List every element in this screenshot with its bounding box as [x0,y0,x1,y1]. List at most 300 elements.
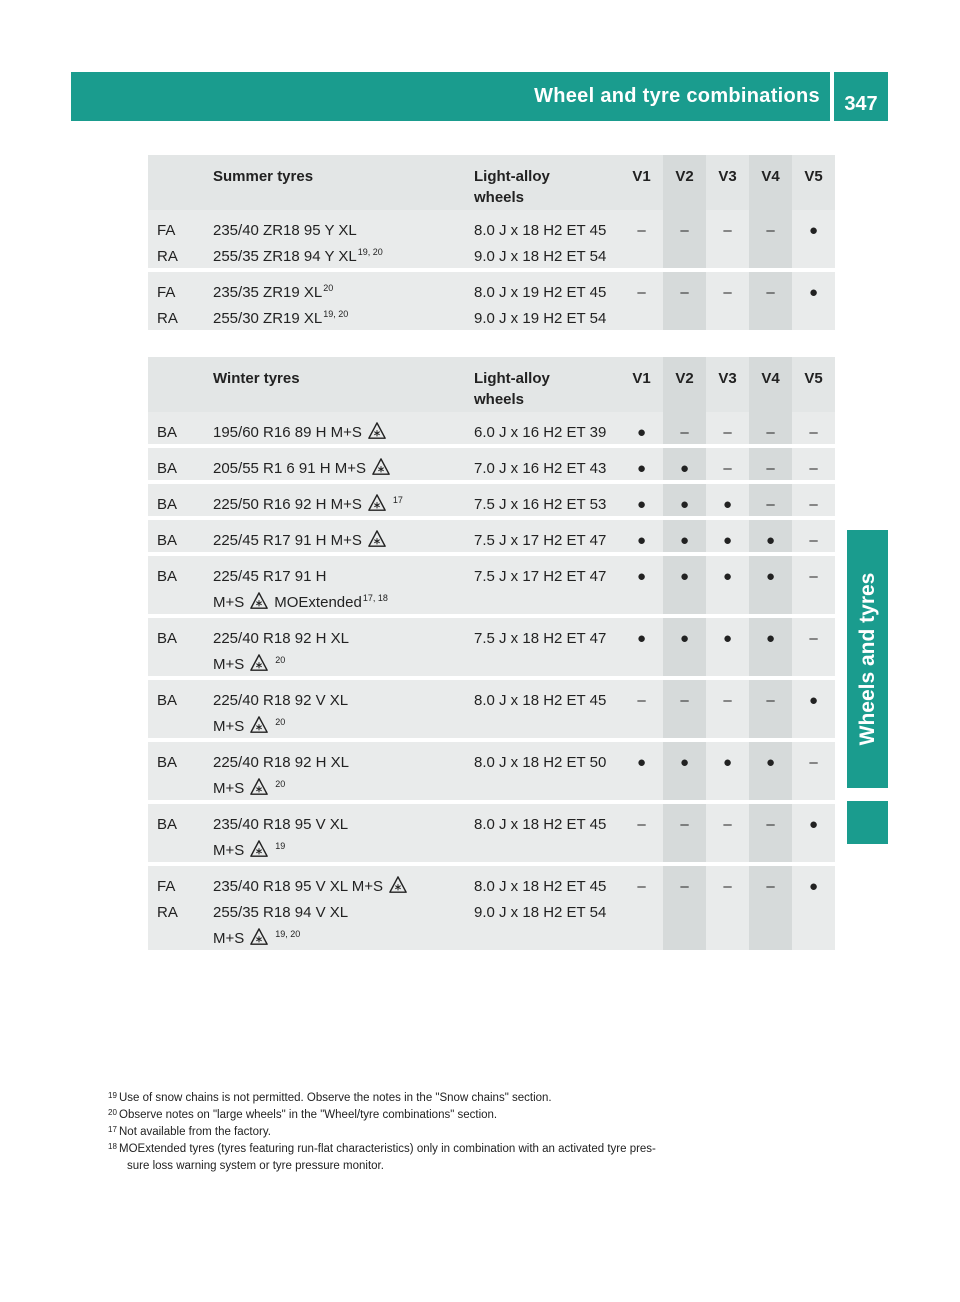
header-v4: V4 [749,357,792,412]
cell-v2 [663,444,706,480]
availability-mark: ● [765,630,776,647]
tyre-line [213,494,465,516]
table-row [148,480,835,516]
cell-v3 [706,738,749,800]
availability-mark: ● [679,754,690,771]
cell-wheel [465,738,620,800]
cell-tyre [204,268,465,330]
summer-tyres-table [148,155,835,330]
availability-mark: – [809,754,818,771]
footnote [108,1090,838,1107]
availability-mark: ● [765,532,776,549]
cell-v3 [706,614,749,676]
cell-position [148,800,204,862]
cell-v1 [620,210,663,268]
cell-v5 [792,614,835,676]
tyre-size: 205/55 R1 6 91 H M+S [213,460,367,477]
cell-v1 [620,480,663,516]
cell-v3 [706,862,749,950]
availability-mark: – [680,878,689,895]
availability-mark: – [809,460,818,477]
header-wheels-line2: wheels [474,189,525,206]
cell-tyre [204,516,465,552]
header-v3: V3 [706,357,749,412]
wheel-spec: 8.0 J x 18 H2 ET 45 [474,692,607,709]
tyre-size: M+S [213,656,245,673]
tyre-line [213,592,465,614]
cell-v5 [792,738,835,800]
page-title: Wheel and tyre combinations [534,85,820,107]
cell-v2 [663,412,706,444]
cell-v4 [749,614,792,676]
cell-v5 [792,516,835,552]
cell-v3 [706,210,749,268]
wheel-spec: 7.5 J x 17 H2 ET 47 [474,568,607,585]
tyre-line [213,654,465,676]
cell-v1 [620,676,663,738]
cell-v3 [706,444,749,480]
wheel-spec: 8.0 J x 18 H2 ET 45 [474,222,607,239]
mountain-snowflake-icon [250,716,268,734]
cell-wheel [465,862,620,950]
wheel-spec: 8.0 J x 18 H2 ET 45 [474,816,607,833]
cell-tyre [204,676,465,738]
cell-wheel [465,268,620,330]
header-blank [148,155,204,210]
winter-tyres-table [148,357,835,950]
side-marker [847,801,888,844]
availability-mark: – [680,222,689,239]
tyre-size: 195/60 R16 89 H M+S [213,424,362,441]
availability-mark: ● [636,424,647,441]
mountain-snowflake-icon [250,840,268,858]
cell-v1 [620,552,663,614]
availability-mark: ● [765,754,776,771]
header-v2: V2 [663,155,706,210]
footnote-ref: 20 [275,779,286,789]
tyre-line [213,566,465,588]
mountain-snowflake-icon [372,458,390,476]
tyre-size: M+S [213,780,245,797]
cell-v4 [749,480,792,516]
cell-v4 [749,552,792,614]
availability-mark: ● [808,284,819,301]
availability-mark: – [637,816,646,833]
wheel-spec: 8.0 J x 18 H2 ET 45 [474,878,607,895]
cell-v1 [620,614,663,676]
tyre-line [213,778,465,800]
footnote-text: Use of snow chains is not permitted. Observe the notes in the "Snow chains" section. [119,1092,552,1104]
availability-mark: ● [636,754,647,771]
availability-mark: – [766,284,775,301]
position-label: FA [157,284,176,301]
cell-v4 [749,412,792,444]
table-row [148,614,835,676]
availability-mark: ● [722,630,733,647]
cell-v5 [792,552,835,614]
cell-v4 [749,210,792,268]
cell-v2 [663,480,706,516]
availability-mark: – [723,692,732,709]
availability-mark: – [766,424,775,441]
availability-mark: ● [808,222,819,239]
footnote-ref: 17, 18 [362,593,388,603]
tyre-line [213,282,465,304]
cell-v2 [663,268,706,330]
availability-mark: – [637,284,646,301]
tyre-size: 225/45 R17 91 H [213,568,327,585]
side-tab [847,530,888,788]
availability-mark: – [680,284,689,301]
availability-mark: ● [808,816,819,833]
cell-v3 [706,412,749,444]
tyre-line [213,690,465,712]
cell-position [148,412,204,444]
wheel-spec: 7.0 J x 16 H2 ET 43 [474,460,607,477]
footnote-ref: 19, 20 [323,309,349,319]
position-label: BA [157,568,178,585]
cell-v3 [706,268,749,330]
cell-v4 [749,444,792,480]
availability-mark: – [809,568,818,585]
cell-position [148,480,204,516]
availability-mark: – [766,460,775,477]
position-label: RA [157,310,178,327]
mountain-snowflake-icon [250,778,268,796]
tyre-size: 225/45 R17 91 H M+S [213,532,362,549]
tyre-line [213,308,465,330]
tyre-line [213,876,465,898]
availability-mark: – [637,692,646,709]
cell-v2 [663,862,706,950]
cell-v4 [749,862,792,950]
mountain-snowflake-icon [250,654,268,672]
availability-mark: – [680,816,689,833]
cell-v5 [792,800,835,862]
cell-position [148,210,204,268]
tyre-size: 255/35 R18 94 V XL [213,904,349,921]
availability-mark: – [809,532,818,549]
tyre-line [213,840,465,862]
header-v2: V2 [663,357,706,412]
cell-wheel [465,516,620,552]
header-tyres: Winter tyres [204,357,465,412]
availability-mark: ● [636,532,647,549]
availability-mark: – [723,424,732,441]
tyre-line [213,752,465,774]
cell-v1 [620,412,663,444]
cell-v2 [663,516,706,552]
table-row [148,676,835,738]
cell-v2 [663,210,706,268]
cell-v5 [792,862,835,950]
mountain-snowflake-icon [368,530,386,548]
footnotes [108,1090,838,1175]
availability-mark: ● [679,496,690,513]
wheel-spec: 7.5 J x 18 H2 ET 47 [474,630,607,647]
cell-tyre [204,800,465,862]
header-v5: V5 [792,155,835,210]
tyre-size: M+S [213,842,245,859]
header-wheels-line1: Light-alloy [474,168,550,185]
header-blank [148,357,204,412]
wheel-spec: 9.0 J x 19 H2 ET 54 [474,310,607,327]
position-label: BA [157,816,178,833]
tyre-line [213,458,465,480]
cell-position [148,552,204,614]
cell-v2 [663,676,706,738]
availability-mark: – [680,424,689,441]
tyre-line [213,530,465,552]
position-label: FA [157,222,176,239]
tyre-size: 235/40 R18 95 V XL [213,816,349,833]
availability-mark: – [766,878,775,895]
wheel-spec: 7.5 J x 16 H2 ET 53 [474,496,607,513]
tyre-size: 255/35 ZR18 94 Y XL [213,248,357,265]
availability-mark: ● [722,568,733,585]
availability-mark: – [766,692,775,709]
header-wheels-line1: Light-alloy [474,370,550,387]
position-label: BA [157,692,178,709]
cell-v3 [706,552,749,614]
wheel-spec: 7.5 J x 17 H2 ET 47 [474,532,607,549]
footnote-number: 17 [108,1125,117,1134]
table-row [148,800,835,862]
availability-mark: – [637,222,646,239]
cell-tyre [204,738,465,800]
cell-v4 [749,676,792,738]
cell-position [148,614,204,676]
mountain-snowflake-icon [389,876,407,894]
cell-position [148,444,204,480]
position-label: RA [157,248,178,265]
availability-mark: ● [679,460,690,477]
availability-mark: – [723,878,732,895]
cell-position [148,676,204,738]
availability-mark: – [637,878,646,895]
tyre-line [213,422,465,444]
availability-mark: – [766,816,775,833]
footnote-ref: 19, 20 [357,247,383,257]
tyre-line [213,902,465,924]
footnote-text: Observe notes on "large wheels" in the "Wheel/tyre combinations" section. [119,1109,498,1121]
footnote-ref: 20 [323,283,334,293]
mountain-snowflake-icon [250,592,268,610]
footnote-ref: 19, 20 [275,929,301,939]
cell-wheel [465,444,620,480]
footnote [108,1107,838,1124]
position-label: BA [157,460,178,477]
tyre-size: M+S [213,718,245,735]
tyre-size: 235/40 ZR18 95 Y XL [213,222,357,239]
mountain-snowflake-icon [250,928,268,946]
tyre-size: 225/50 R16 92 H M+S [213,496,362,513]
footnote-number: 18 [108,1142,117,1151]
tyre-size: 225/40 R18 92 V XL [213,692,349,709]
cell-v1 [620,516,663,552]
table-header-row [148,155,835,210]
cell-wheel [465,676,620,738]
header-tyres: Summer tyres [204,155,465,210]
cell-v3 [706,480,749,516]
wheel-spec: 8.0 J x 19 H2 ET 45 [474,284,607,301]
cell-wheel [465,800,620,862]
position-label: RA [157,904,178,921]
cell-v5 [792,444,835,480]
availability-mark: – [723,460,732,477]
footnote-continuation: sure loss warning system or tyre pressure monitor. [127,1160,384,1172]
tyre-suffix: MOExtended [274,594,362,611]
cell-v1 [620,800,663,862]
table-row [148,552,835,614]
cell-wheel [465,480,620,516]
footnote-number: 20 [108,1108,117,1117]
cell-v2 [663,552,706,614]
position-label: BA [157,496,178,513]
availability-mark: ● [722,754,733,771]
cell-tyre [204,210,465,268]
header-v1: V1 [620,357,663,412]
tyre-line [213,814,465,836]
availability-mark: – [809,496,818,513]
wheel-spec: 6.0 J x 16 H2 ET 39 [474,424,607,441]
cell-v3 [706,676,749,738]
availability-mark: ● [636,630,647,647]
cell-tyre [204,444,465,480]
cell-position [148,738,204,800]
cell-wheel [465,412,620,444]
availability-mark: – [680,692,689,709]
availability-mark: ● [722,532,733,549]
availability-mark: – [723,816,732,833]
table-row [148,738,835,800]
availability-mark: ● [808,692,819,709]
availability-mark: – [766,222,775,239]
position-label: BA [157,754,178,771]
table-row [148,412,835,444]
header-v3: V3 [706,155,749,210]
header-wheels-line2: wheels [474,391,525,408]
tyre-line [213,628,465,650]
position-label: BA [157,630,178,647]
footnote-number: 19 [108,1091,117,1100]
availability-mark: – [809,424,818,441]
header-bar [71,72,830,121]
tyre-line [213,246,465,268]
wheel-spec: 9.0 J x 18 H2 ET 54 [474,248,607,265]
header-v1: V1 [620,155,663,210]
cell-v1 [620,738,663,800]
footnote-text: Not available from the factory. [119,1126,271,1138]
cell-v5 [792,210,835,268]
footnote [108,1141,838,1175]
cell-tyre [204,552,465,614]
availability-mark: ● [722,496,733,513]
availability-mark: ● [636,460,647,477]
cell-v2 [663,800,706,862]
page-number: 347 [834,72,888,121]
cell-v1 [620,444,663,480]
table-row [148,516,835,552]
cell-v4 [749,516,792,552]
cell-v2 [663,614,706,676]
cell-v2 [663,738,706,800]
wheel-spec: 8.0 J x 18 H2 ET 50 [474,754,607,771]
cell-v5 [792,480,835,516]
mountain-snowflake-icon [368,422,386,440]
cell-tyre [204,614,465,676]
cell-position [148,516,204,552]
cell-tyre [204,412,465,444]
availability-mark: – [723,284,732,301]
availability-mark: ● [679,532,690,549]
position-label: BA [157,424,178,441]
tyre-size: 225/40 R18 92 H XL [213,630,349,647]
header-v4: V4 [749,155,792,210]
header-wheels [465,357,620,412]
tyre-line [213,928,465,950]
availability-mark: – [809,630,818,647]
mountain-snowflake-icon [368,494,386,512]
tyre-size: 255/30 ZR19 XL [213,310,323,327]
cell-v5 [792,412,835,444]
position-label: BA [157,532,178,549]
cell-tyre [204,480,465,516]
tyre-size: M+S [213,930,245,947]
cell-position [148,268,204,330]
header-v5: V5 [792,357,835,412]
cell-position [148,862,204,950]
table-row [148,444,835,480]
table-row [148,862,835,950]
footnote-ref: 20 [275,717,286,727]
table-row [148,210,835,268]
side-tab-label: Wheels and tyres [856,572,879,746]
wheel-spec: 9.0 J x 18 H2 ET 54 [474,904,607,921]
cell-v1 [620,268,663,330]
availability-mark: ● [765,568,776,585]
availability-mark: ● [679,630,690,647]
tyre-line [213,716,465,738]
cell-v4 [749,738,792,800]
footnote-ref: 17 [392,495,403,505]
footnote-ref: 20 [275,655,286,665]
availability-mark: ● [808,878,819,895]
cell-v4 [749,800,792,862]
tyre-size: M+S [213,594,245,611]
cell-v5 [792,268,835,330]
cell-wheel [465,614,620,676]
cell-wheel [465,552,620,614]
footnote-ref: 19 [275,841,286,851]
footnote [108,1124,838,1141]
table-row [148,268,835,330]
header-wheels [465,155,620,210]
availability-mark: – [766,496,775,513]
availability-mark: ● [636,568,647,585]
cell-v3 [706,516,749,552]
cell-v4 [749,268,792,330]
availability-mark: – [723,222,732,239]
cell-v1 [620,862,663,950]
cell-v3 [706,800,749,862]
tyre-line [213,220,465,242]
tyre-size: 225/40 R18 92 H XL [213,754,349,771]
availability-mark: ● [636,496,647,513]
tyre-size: 235/40 R18 95 V XL M+S [213,878,383,895]
tyre-size: 235/35 ZR19 XL [213,284,323,301]
availability-mark: ● [679,568,690,585]
